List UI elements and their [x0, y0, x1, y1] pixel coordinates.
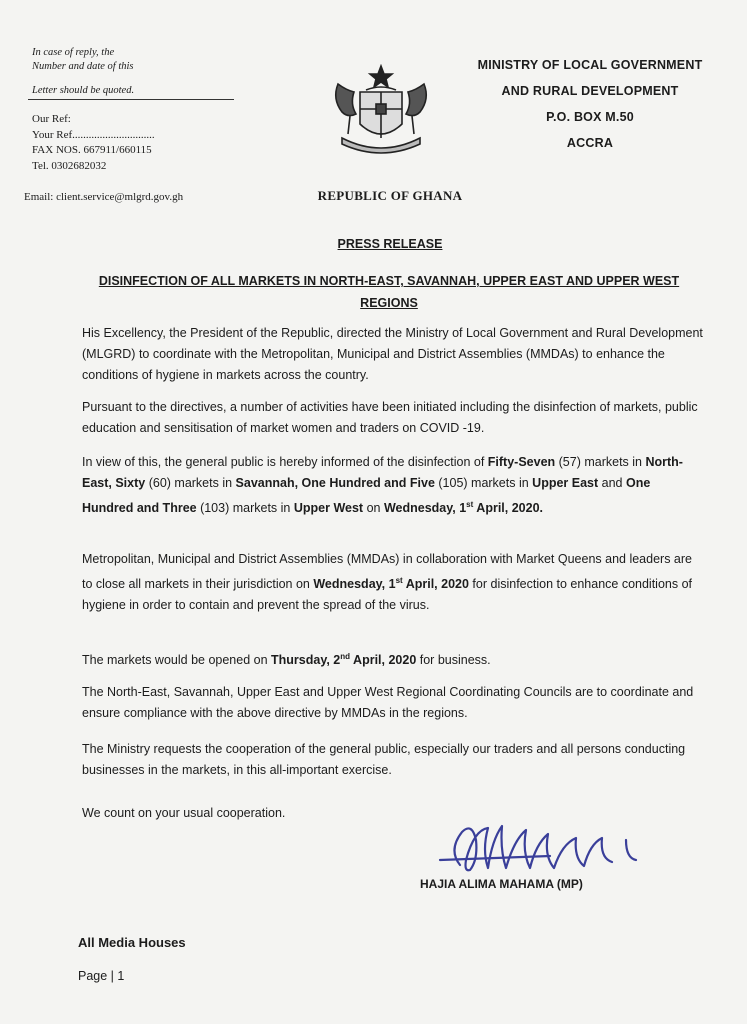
bold-run: April, 2020 — [402, 577, 469, 592]
paragraph: The North-East, Savannah, Upper East and Upper West Regional Coordinating Councils are to coordinate and ensure compliance with the above directive by MMDAs in the regions. — [82, 685, 694, 720]
bold-run: Thursday, 2 — [271, 653, 341, 668]
paragraph — [82, 452, 704, 519]
text-run: for disinfection to enhance conditions of hygiene in order to contain and prevent the spread of the virus. — [82, 577, 693, 613]
superscript: nd — [340, 652, 351, 661]
city: ACCRA — [566, 136, 614, 150]
our-ref: Our Ref: — [32, 113, 71, 125]
paragraph — [82, 549, 704, 616]
page-number: Page | 1 — [78, 969, 125, 983]
reply-note-line: In case of reply, the — [32, 47, 115, 58]
ministry-address — [440, 52, 740, 156]
text-run: (60) markets in — [145, 476, 236, 490]
ghana-coat-of-arms-icon — [328, 64, 434, 156]
paragraph: The Ministry requests the cooperation of the general public, especially our traders and all persons conducting businesses in the markets, in this all-important exercise. — [82, 742, 686, 777]
reply-note-line: Letter should be quoted. — [32, 85, 135, 96]
text-run: The markets would be opened on — [82, 653, 272, 668]
bold-run: North-East, Sixty — [82, 455, 683, 490]
superscript: st — [466, 500, 474, 509]
closing-line: We count on your usual cooperation. — [82, 806, 286, 820]
reply-note-line: Number and date of this — [32, 61, 134, 72]
text-run: for business. — [416, 653, 491, 668]
text-run: and — [598, 476, 626, 490]
email-address: Email: client.service@mlgrd.gov.gh — [24, 191, 184, 203]
superscript: st — [395, 576, 403, 585]
text-run: on — [363, 501, 384, 516]
bold-run: One Hundred and Three — [82, 476, 651, 516]
paragraph: His Excellency, the President of the Republic, directed the Ministry of Local Government and Rural Development (MLGRD) to coordinate with the Metropolitan, Municipal and District Assemblies (MMDAs) to enhance the conditions of hygiene in markets across the country. — [82, 326, 703, 382]
bold-run: April, 2020 — [350, 653, 417, 668]
fax-numbers: FAX NOS. 667911/660115 — [32, 144, 152, 156]
headline: DISINFECTION OF ALL MARKETS IN NORTH-EAST, SAVANNAH, UPPER EAST AND UPPER WEST REGIONS — [98, 274, 680, 310]
republic-title: REPUBLIC OF GHANA — [317, 188, 463, 203]
signatory-name: HAJIA ALIMA MAHAMA (MP) — [420, 877, 583, 891]
bold-run: April, 2020. — [473, 501, 544, 516]
paragraph: Pursuant to the directives, a number of activities have been initiated including the disinfection of markets, public education and sensitisation of market women and traders on COVID -19. — [82, 400, 698, 435]
bold-run: Wednesday, 1 — [383, 501, 467, 516]
ministry-name: AND RURAL DEVELOPMENT — [501, 84, 679, 98]
reply-note — [32, 46, 134, 98]
po-box: P.O. BOX M.50 — [546, 110, 634, 124]
divider — [28, 99, 234, 100]
text-run: In view of this, the general public is hereby informed of the disinfection of — [82, 455, 488, 469]
bold-run: Upper East — [532, 476, 599, 490]
ministry-name: MINISTRY OF LOCAL GOVERNMENT — [477, 58, 703, 72]
document-type-title: PRESS RELEASE — [337, 237, 443, 251]
bold-run: Wednesday, 1 — [313, 577, 396, 592]
bold-run: Upper West — [293, 501, 364, 516]
recipient: All Media Houses — [78, 935, 186, 950]
text-run: (105) markets in — [434, 476, 533, 490]
text-run: (103) markets in — [196, 501, 294, 516]
text-run: (57) markets in — [555, 455, 646, 469]
paragraph — [82, 646, 704, 671]
reference-block — [32, 112, 155, 174]
text-run: Metropolitan, Municipal and District Assemblies (MMDAs) in collaboration with Market Queens and leaders are to close all markets in their jurisdiction on — [82, 552, 692, 592]
bold-run: Fifty-Seven — [487, 455, 556, 469]
telephone: Tel. 0302682032 — [32, 159, 107, 172]
your-ref: Your Ref.............................. — [32, 128, 155, 141]
bold-run: Savannah, One Hundred and Five — [235, 476, 435, 490]
